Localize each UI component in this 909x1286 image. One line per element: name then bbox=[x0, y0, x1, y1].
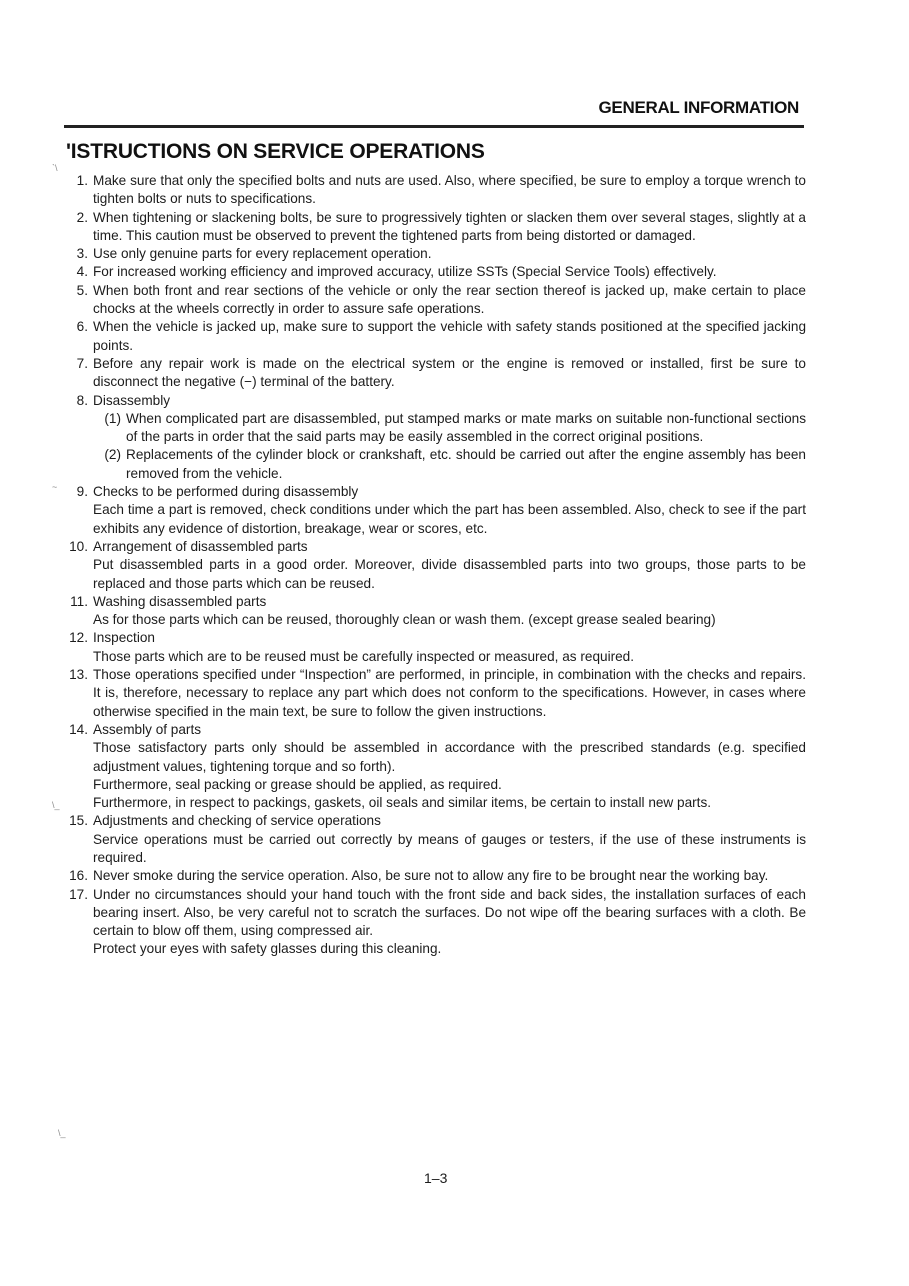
item-number: 10. bbox=[69, 538, 88, 554]
section-header: GENERAL INFORMATION bbox=[598, 98, 799, 117]
header-rule bbox=[64, 125, 804, 128]
item-heading: Disassembly bbox=[93, 392, 171, 408]
list-item bbox=[62, 867, 806, 885]
sub-item-text: When complicated part are disassembled, put stamped marks or mate marks on suitable non-functional sections of the parts in order that the said parts may be easily assembled in the correct original positions. bbox=[126, 410, 806, 445]
list-item bbox=[62, 209, 806, 246]
margin-mark: \_ bbox=[52, 800, 60, 810]
item-text: When both front and rear sections of the vehicle or only the rear section thereof is jacked up, make certain to place chocks at the wheels correctly in order to assure safe operations. bbox=[93, 282, 806, 317]
list-item bbox=[62, 172, 806, 209]
list-item bbox=[62, 245, 806, 263]
item-text: When tightening or slackening bolts, be sure to progressively tighten or slacken them over several stages, slightly at a time. This caution must be observed to prevent the tightened parts from being distorted or damaged. bbox=[93, 209, 806, 243]
item-number: 14. bbox=[69, 721, 88, 737]
item-paragraph: Furthermore, seal packing or grease should be applied, as required. bbox=[93, 776, 502, 792]
list-item bbox=[62, 629, 806, 666]
item-heading: Washing disassembled parts bbox=[93, 593, 267, 609]
list-item bbox=[62, 886, 806, 959]
item-number: 12. bbox=[69, 630, 88, 646]
item-number: 11. bbox=[70, 593, 88, 609]
list-item bbox=[62, 263, 806, 281]
item-number: 6. bbox=[76, 319, 88, 335]
item-text: Before any repair work is made on the electrical system or the engine is removed or installed, first be sure to disconnect the negative (−) terminal of the battery. bbox=[93, 355, 806, 390]
list-item bbox=[62, 355, 806, 392]
item-paragraph: Furthermore, in respect to packings, gaskets, oil seals and similar items, be certain to install new parts. bbox=[93, 795, 712, 811]
item-heading: Under no circumstances should your hand touch with the front side and back sides, the installation surfaces of each bearing insert. Also, be very careful not to scratch the surfaces. Do not wipe off the bearing surfaces with a cloth. Be certain to blow off them, using compressed air. bbox=[93, 886, 806, 939]
item-number: 2. bbox=[76, 209, 88, 225]
list-item bbox=[62, 812, 806, 867]
sub-item bbox=[93, 446, 806, 483]
item-text: For increased working efficiency and improved accuracy, utilize SSTs (Special Service Tools) effectively. bbox=[93, 264, 717, 280]
item-text: Use only genuine parts for every replacement operation. bbox=[93, 246, 432, 262]
item-number: 13. bbox=[69, 667, 88, 683]
sub-item-number: (2) bbox=[104, 447, 121, 463]
item-number: 3. bbox=[76, 246, 88, 262]
item-heading: Assembly of parts bbox=[93, 721, 202, 737]
item-heading: Adjustments and checking of service operations bbox=[93, 813, 381, 829]
item-number: 4. bbox=[76, 264, 88, 280]
item-text: Never smoke during the service operation. Also, be sure not to allow any fire to be brought near the working bay. bbox=[93, 868, 769, 884]
item-text: Make sure that only the specified bolts and nuts are used. Also, where specified, be sure to employ a torque wrench to tighten bolts or nuts to specifications. bbox=[93, 173, 806, 207]
list-item bbox=[62, 593, 806, 630]
item-heading: Arrangement of disassembled parts bbox=[93, 538, 308, 554]
item-heading: Checks to be performed during disassembly bbox=[93, 484, 359, 500]
list-item bbox=[62, 392, 806, 483]
item-heading: Inspection bbox=[93, 630, 155, 646]
sub-item-text: Replacements of the cylinder block or crankshaft, etc. should be carried out after the engine assembly has been removed from the vehicle. bbox=[126, 447, 806, 481]
margin-mark: `\ bbox=[52, 163, 58, 173]
item-number: 1. bbox=[76, 173, 88, 188]
list-item bbox=[62, 666, 806, 721]
item-number: 8. bbox=[76, 392, 88, 408]
item-text: When the vehicle is jacked up, make sure to support the vehicle with safety stands positioned at the specified jacking points. bbox=[93, 319, 806, 353]
item-number: 5. bbox=[76, 282, 88, 298]
list-item bbox=[62, 483, 806, 538]
item-text: Those operations specified under “Inspection” are performed, in principle, in combination with the checks and repairs. It is, therefore, necessary to replace any part which does not conform to the specifications. However, in cases where otherwise specified in the main text, be sure to follow the given instructions. bbox=[93, 667, 806, 719]
instruction-list bbox=[62, 172, 806, 959]
sub-item-number: (1) bbox=[104, 410, 121, 426]
item-paragraph: Each time a part is removed, check conditions under which the part has been assembled. Also, check to see if the part exhibits any evidence of distortion, breakage, wear or scores, etc. bbox=[93, 502, 806, 536]
margin-mark: \_ bbox=[58, 1128, 66, 1138]
item-paragraph: As for those parts which can be reused, thoroughly clean or wash them. (except grease sealed bearing) bbox=[93, 612, 716, 628]
item-paragraph: Those satisfactory parts only should be assembled in accordance with the prescribed standards (e.g. specified adjustment values, tightening torque and so forth). bbox=[93, 740, 806, 774]
list-item bbox=[62, 721, 806, 812]
item-paragraph: Those parts which are to be reused must be carefully inspected or measured, as required. bbox=[93, 648, 635, 664]
list-item bbox=[62, 282, 806, 319]
item-paragraph: Service operations must be carried out correctly by means of gauges or testers, if the use of these instruments is required. bbox=[93, 831, 806, 865]
list-item bbox=[62, 318, 806, 355]
list-item bbox=[62, 538, 806, 593]
item-number: 9. bbox=[76, 484, 88, 500]
item-paragraph: Protect your eyes with safety glasses during this cleaning. bbox=[93, 941, 442, 957]
item-number: 16. bbox=[69, 868, 88, 884]
sub-item bbox=[93, 410, 806, 447]
page-number: 1–3 bbox=[424, 1170, 448, 1186]
margin-mark: ~ bbox=[52, 482, 58, 492]
item-number: 15. bbox=[69, 813, 88, 829]
page-title: 'ISTRUCTIONS ON SERVICE OPERATIONS bbox=[66, 140, 485, 163]
item-number: 17. bbox=[69, 886, 88, 902]
item-number: 7. bbox=[76, 355, 88, 371]
item-paragraph: Put disassembled parts in a good order. Moreover, divide disassembled parts into two groups, those parts to be replaced and those parts which can be reused. bbox=[93, 557, 806, 591]
